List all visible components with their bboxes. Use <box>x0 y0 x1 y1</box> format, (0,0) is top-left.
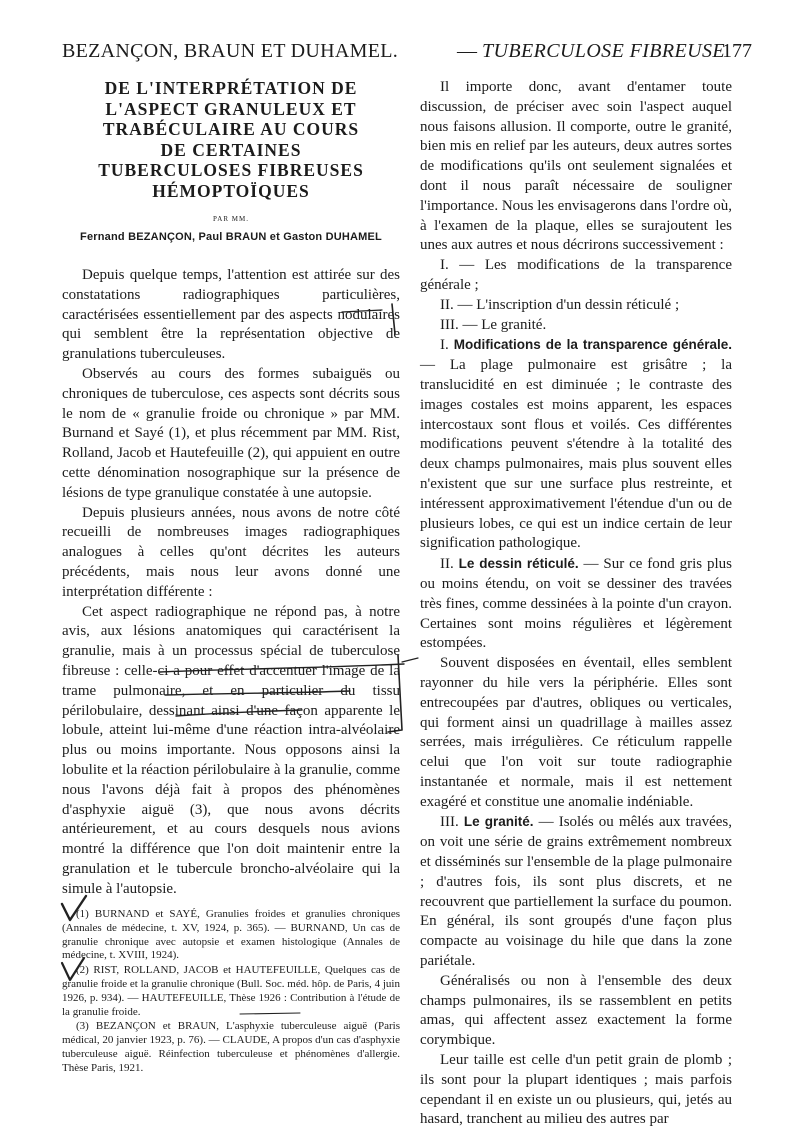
section-text: — La plage pulmonaire est grisâtre ; la translucidité en est diminuée ; le contraste des images costales est moins apparent, les espaces intercostaux sont flous et voilés. Ces différentes modifications peuvent s'étendre à la totalité des deux champs pulmonaires, mais plus souvent elles n'existent que sur une surface plus restreinte, et intéressent approximativement l'étendue d'un ou de plusieurs lobes, ce qui est un indice certain de leur signification pathologique. <box>420 357 732 552</box>
page-number: 177 <box>722 40 752 62</box>
list-item: III. — Le granité. <box>440 316 547 333</box>
section-text: — Sur ce fond gris plus ou moins étendu, on voit se dessiner des travées très fines, comme dessinées à la pointe d'un crayon. Certaines sont moins régulières et légèrement estompées. <box>420 556 733 652</box>
footnote: (1) BURNAND et SAYÉ, Granulies froides et granulies chroniques (Annales de médecine, t. XV, 1924, p. 365). — BURNAND, Un cas de granulie chronique avec autopsie et examen histologique (Annales de médecine, t. XVIII, 1924). <box>62 908 400 962</box>
footnote: (3) BEZANÇON et BRAUN, L'asphyxie tuberculeuse aiguë (Paris médical, 20 janvier 1923, p. 76). — CLAUDE, A propos d'un cas d'asphyxie tuberculeuse aiguë. Réinfection tuberculeuse et phénomènes d'allergie. Thèse Paris, 1921. <box>62 1020 400 1074</box>
section-paragraph <box>420 335 732 554</box>
paragraph: Depuis quelque temps, l'attention est attirée sur des constatations radiographiques particulières, caractérisées essentiellement par des aspects nodulaires qui semblent être la représentation objective de granulations tuberculeuses. <box>62 267 400 363</box>
pen-margin-tick <box>402 658 418 662</box>
running-head-authors: BEZANÇON, BRAUN ET DUHAMEL. <box>62 40 399 62</box>
paragraph: Depuis plusieurs années, nous avons de notre côté recueilli de nombreuses images radiographiques analogues à celles qu'ont décrites les auteurs précédents, mais nous leur avons donné une interprétation différente : <box>62 504 400 600</box>
title-line: L'ASPECT GRANULEUX ET <box>105 98 357 119</box>
byline-par: PAR MM. <box>213 215 249 223</box>
paragraph: Souvent disposées en éventail, elles semblent rayonner du hile vers la périphérie. Elles sont entrecoupées par d'autres, obliques ou verticales, qui forment ainsi un quadrillage à mailles assez serrées, mais irrégulières. Ce réticulum rappelle celui que l'on voit sur toute radiographie instantanée et normale, mais il est nettement exagéré et constitue une anomalie indéniable. <box>420 655 732 810</box>
section-paragraph <box>420 812 732 971</box>
running-head-subject: TUBERCULOSE FIBREUSE <box>482 40 725 62</box>
article-authors: Fernand BEZANÇON, Paul BRAUN et Gaston DUHAMEL <box>80 231 382 243</box>
list-item: I. — Les modifications de la transparence générale ; <box>420 257 732 293</box>
right-column <box>420 78 732 1130</box>
paragraph: Généralisés ou non à l'ensemble des deux champs pulmonaires, ils se rassemblent en petits amas, qui affectent assez exactement la forme corymbique. <box>420 972 732 1049</box>
paragraph: Cet aspect radiographique ne répond pas, à notre avis, aux lésions anatomiques qui caractérisent la granulie, mais à un processus spécial de tuberculose fibreuse : celle-ci a pour effet d'accentuer l'image de la trame pulmonaire, et en particulier du tissu périlobulaire, dessinant ainsi d'une façon apparente le lobule, atteint lui-même d'une réaction intra-alvéolaire plus ou moins importante. Nous opposons ainsi la lobulite et la réaction périlobulaire à la granulie, comme nous l'avons déjà fait à propos des phénomènes d'asphyxie aiguë (3), que nous avons décrits antérieurement, et au cours desquels nous avions montré la différence que l'on doit maintenir entre la granulation et le tubercule broncho-alvéolaire qui la simule à l'autopsie. <box>62 603 400 897</box>
article-title <box>62 78 400 201</box>
paragraph: Leur taille est celle d'un petit grain de plomb ; ils sont pour la plupart identiques ; mais parfois cependant il en existe un ou plusieurs, qui, jetés au hasard, tranchent au milieu des autres par <box>420 1052 732 1128</box>
right-body <box>420 78 732 1130</box>
running-header <box>62 40 752 70</box>
section-number: II. <box>440 556 454 573</box>
section-heading: Le granité. <box>463 814 534 830</box>
title-line: TRABÉCULAIRE AU COURS <box>102 119 360 139</box>
paragraph: Observés au cours des formes subaiguës ou chroniques de tuberculose, ces aspects sont décrits sous le nom de « granulie froide ou chronique » par MM. Burnand et Sayé (1), et plus récemment par MM. Rist, Rolland, Jacob et Hautefeuille (2), qui appuient en outre cette dénomination nosographique sur la présence de lésions de type granulique constatée à une autopsie. <box>62 365 400 501</box>
title-line: HÉMOPTOÏQUES <box>152 180 310 201</box>
section-heading: Le dessin réticulé. <box>458 556 579 572</box>
title-line: DE L'INTERPRÉTATION DE <box>104 78 358 98</box>
section-number: III. <box>440 814 459 831</box>
list-item: II. — L'inscription d'un dessin réticulé ; <box>440 296 680 313</box>
section-number: I. <box>440 337 449 354</box>
left-body <box>62 266 400 900</box>
title-line: DE CERTAINES <box>160 139 302 160</box>
section-heading: Modifications de la transparence générale. <box>453 337 732 353</box>
paragraph: Il importe donc, avant d'entamer toute discussion, de préciser avec soin l'aspect auquel nous faisons allusion. Il comporte, outre le granité, bien mis en relief par les auteurs, deux autres sortes de modifications qu'ils ont seulement signalées et dont il nous paraît nécessaire de souligner l'importance. Nous les envisagerons dans l'ordre où, à l'examen de la plaque, elles se surajoutent les unes aux autres et nous décrirons successivement : <box>420 79 732 254</box>
title-line: TUBERCULOSES FIBREUSES <box>98 160 364 180</box>
left-column <box>62 78 400 900</box>
footnotes <box>62 908 400 1077</box>
running-head-separator: — <box>457 40 477 62</box>
section-paragraph <box>420 554 732 654</box>
section-text: — Isolés ou mêlés aux travées, on voit une série de grains extrêmement nombreux et disséminés sur l'ensemble de la plage pulmonaire ; d'autres fois, ils sont plus discrets, et ne recouvrent que partiellement la surface du poumon. En général, ils sont groupés d'une façon plus compacte au voisinage du hile que dans la zone pariétale. <box>420 814 732 970</box>
footnote: (2) RIST, ROLLAND, JACOB et HAUTEFEUILLE, Quelques cas de granulie froide et la granulie chronique (Bull. Soc. méd. hôp. de Paris, 4 juin 1926, p. 934). — HAUTEFEUILLE, Thèse 1926 : Contribution à l'étude de la granulie froide. <box>62 964 400 1018</box>
